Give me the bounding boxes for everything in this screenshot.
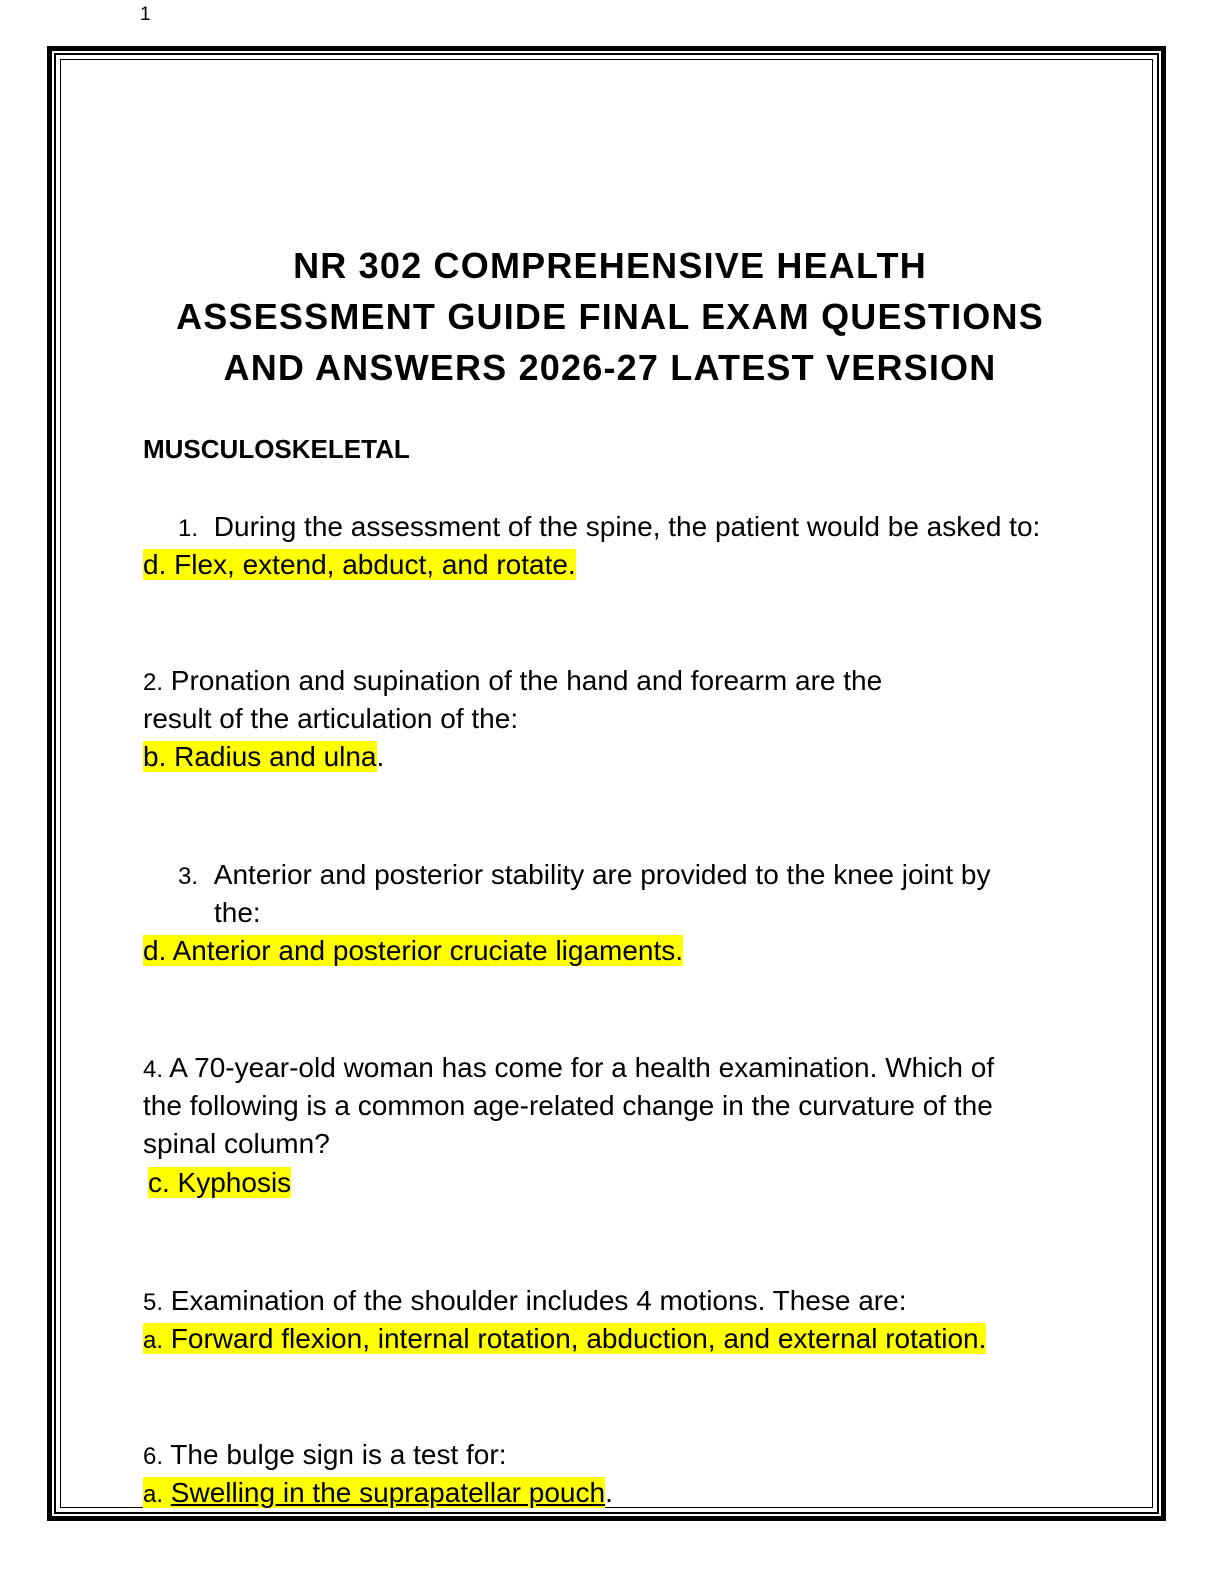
- question-text: Pronation and supination of the hand and forearm are the: [170, 665, 883, 696]
- question-text: A 70-year-old woman has come for a health examination. Which of: [169, 1052, 995, 1083]
- question-2-line-2: result of the articulation of the:: [143, 703, 519, 734]
- answer-2: [143, 738, 384, 776]
- highlighted-answer: b. Radius and ulna: [143, 741, 377, 772]
- section-heading: MUSCULOSKELETAL: [143, 434, 410, 464]
- answer-letter: a.: [143, 1481, 164, 1508]
- question-text: The bulge sign is a test for:: [170, 1439, 507, 1470]
- highlighted-answer: Forward flexion, internal rotation, abduction, and external rotation.: [170, 1323, 987, 1354]
- page-number: 1: [140, 4, 151, 25]
- answer-5: [143, 1320, 986, 1360]
- question-number: 6.: [143, 1443, 164, 1470]
- highlighted-answer: d. Anterior and posterior cruciate ligaments.: [143, 935, 684, 966]
- question-4-line-2: the following is a common age-related change in the curvature of the: [143, 1090, 993, 1121]
- answer-6: [143, 1474, 613, 1514]
- question-4: [143, 1049, 994, 1089]
- question-6: [143, 1436, 506, 1476]
- question-1: [178, 508, 1040, 548]
- title-line: NR 302 COMPREHENSIVE HEALTH: [293, 245, 927, 286]
- question-number: 5.: [143, 1289, 164, 1316]
- answer-suffix: .: [376, 741, 385, 772]
- highlighted-answer: d. Flex, extend, abduct, and rotate.: [143, 549, 576, 580]
- question-text: Examination of the shoulder includes 4 motions. These are:: [170, 1285, 907, 1316]
- question-3-line-2: the:: [214, 897, 261, 928]
- question-number: 2.: [143, 669, 164, 696]
- question-4-line-3: spinal column?: [143, 1128, 330, 1159]
- question-2: [143, 662, 882, 702]
- highlighted-answer: Swelling in the suprapatellar pouch: [170, 1477, 606, 1508]
- question-number: 4.: [143, 1056, 164, 1083]
- question-5: [143, 1282, 906, 1322]
- answer-1: [143, 546, 576, 584]
- title-line: AND ANSWERS 2026-27 LATEST VERSION: [223, 347, 997, 388]
- question-text: During the assessment of the spine, the patient would be asked to:: [213, 511, 1041, 542]
- question-text: Anterior and posterior stability are provided to the knee joint by: [213, 859, 991, 890]
- answer-letter: a.: [143, 1327, 164, 1354]
- highlighted-answer: c. Kyphosis: [148, 1167, 292, 1198]
- question-3: [178, 856, 990, 896]
- question-number: 1.: [178, 515, 199, 542]
- answer-4: [148, 1164, 291, 1202]
- answer-3: [143, 932, 683, 970]
- document-title: [60, 240, 1160, 393]
- title-line: ASSESSMENT GUIDE FINAL EXAM QUESTIONS: [176, 296, 1044, 337]
- answer-suffix: .: [605, 1477, 613, 1508]
- question-number: 3.: [178, 863, 199, 890]
